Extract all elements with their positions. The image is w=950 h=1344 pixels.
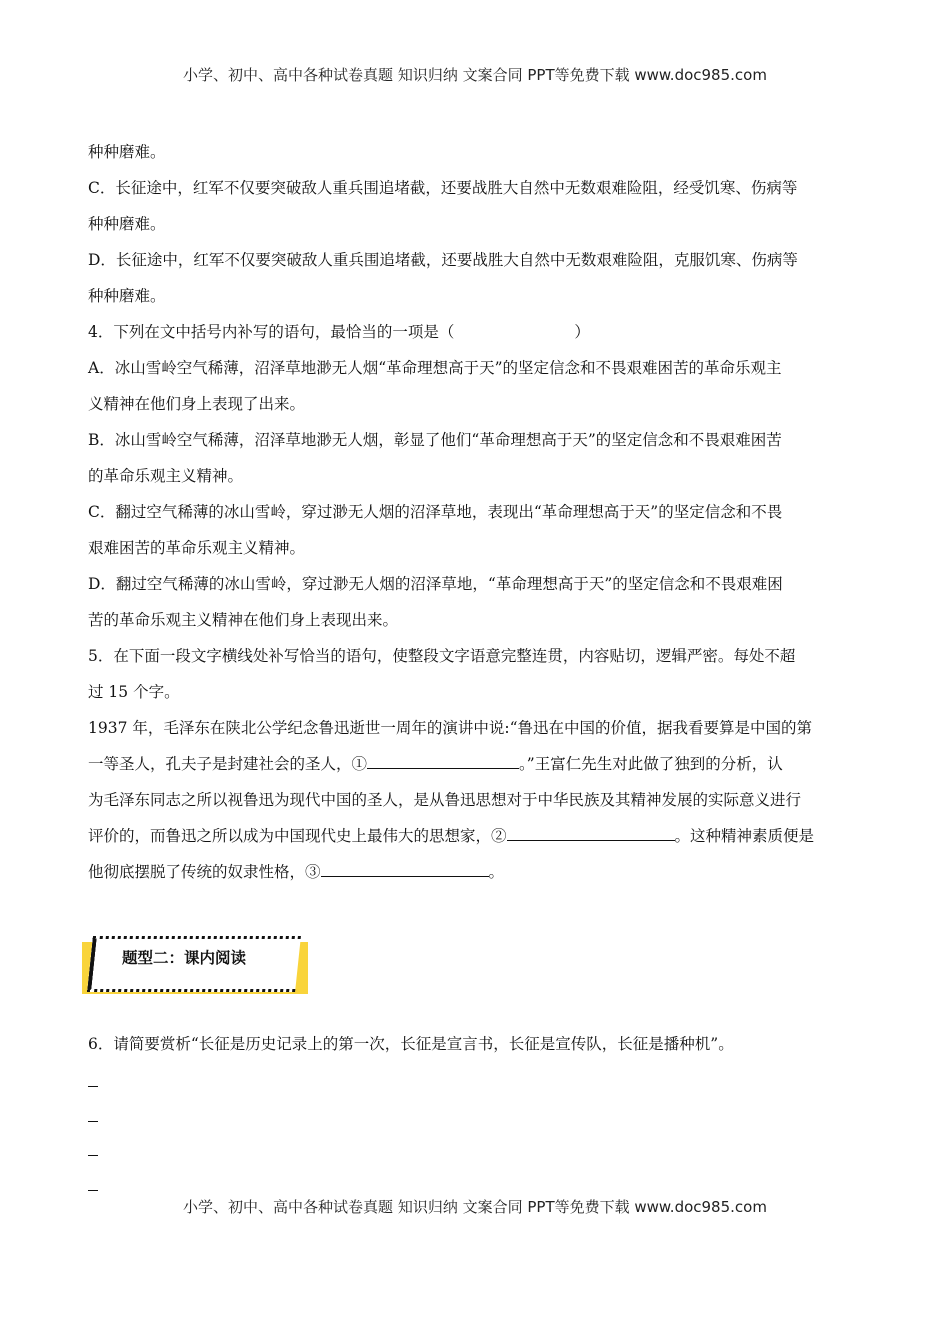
passage-line: 1937 年，毛泽东在陕北公学纪念鲁迅逝世一周年的演讲中说:“鲁迅在中国的价值，据我看要算是中国的第 [88,719,813,737]
question-content [88,134,858,890]
fill-blank-3[interactable] [321,854,489,877]
question-6: 6．请简要赏析“长征是历史记录上的第一次，长征是宣言书，长征是宣传队，长征是播种机”。 [88,1035,734,1053]
passage-text: 一等圣人，孔夫子是封建社会的圣人，① [88,755,368,773]
option-d-line: D．长征途中，红军不仅要突破敌人重兵围追堵截，还要战胜大自然中无数艰难险阻，克服饥寒、伤病等 [88,251,798,269]
option-c-line: C．翻过空气稀薄的冰山雪岭，穿过渺无人烟的沼泽草地，表现出“革命理想高于天”的坚定信念和不畏 [88,503,783,521]
question-4-stem: 4．下列在文中括号内补写的语句，最恰当的一项是（ [88,323,455,341]
answer-line[interactable] [88,1190,98,1191]
passage-line: 为毛泽东同志之所以视鲁迅为现代中国的圣人，是从鲁迅思想对于中华民族及其精神发展的实际意义进行 [88,791,802,809]
question-5-line: 5．在下面一段文字横线处补写恰当的语句，使整段文字语意完整连贯，内容贴切，逻辑严密。每处不超 [88,647,796,665]
option-d-line: 种种磨难。 [88,287,166,305]
option-a-line: A．冰山雪岭空气稀薄，沼泽草地渺无人烟“革命理想高于天”的坚定信念和不畏艰难困苦的革命乐观主 [88,359,782,377]
passage-text: 。”王富仁先生对此做了独到的分析，认 [519,755,783,773]
question-4 [88,314,858,350]
option-c-line: C．长征途中，红军不仅要突破敌人重兵围追堵截，还要战胜大自然中无数艰难险阻，经受饥寒、伤病等 [88,179,798,197]
option-d-line: 苦的革命乐观主义精神在他们身上表现出来。 [88,611,399,629]
option-c-line: 艰难困苦的革命乐观主义精神。 [88,539,306,557]
fill-blank-1[interactable] [367,746,519,769]
passage-line [88,746,858,782]
answer-line[interactable] [88,1086,98,1087]
section-banner [82,932,308,994]
fill-blank-2[interactable] [507,818,675,841]
question-4-close: ） [574,323,590,341]
option-d-line: D．翻过空气稀薄的冰山雪岭，穿过渺无人烟的沼泽草地，“革命理想高于天”的坚定信念和不畏艰难困 [88,575,783,593]
answer-line[interactable] [88,1121,98,1122]
option-b-line: B．冰山雪岭空气稀薄，沼泽草地渺无人烟，彰显了他们“革命理想高于天”的坚定信念和不畏艰难困苦 [88,431,782,449]
answer-line[interactable] [88,1155,98,1156]
page-header: 小学、初中、高中各种试卷真题 知识归纳 文案合同 PPT等免费下载 www.doc985.com [183,66,767,84]
passage-text: 。 [488,863,505,881]
passage-line [88,818,858,854]
option-a-line: 义精神在他们身上表现了出来。 [88,395,306,413]
question-5-line: 过 15 个字。 [88,683,180,701]
option-c-line: 种种磨难。 [88,215,166,233]
page-footer: 小学、初中、高中各种试卷真题 知识归纳 文案合同 PPT等免费下载 www.doc985.com [183,1198,767,1216]
section-title: 题型二：课内阅读 [122,948,247,967]
option-b-line: 的革命乐观主义精神。 [88,467,244,485]
passage-text: 他彻底摆脱了传统的奴隶性格，③ [88,863,321,881]
text-line: 种种磨难。 [88,143,166,161]
passage-line [88,854,858,890]
passage-text: 评价的，而鲁迅之所以成为中国现代史上最伟大的思想家，② [88,827,507,845]
passage-text: 。这种精神素质便是 [674,827,815,845]
